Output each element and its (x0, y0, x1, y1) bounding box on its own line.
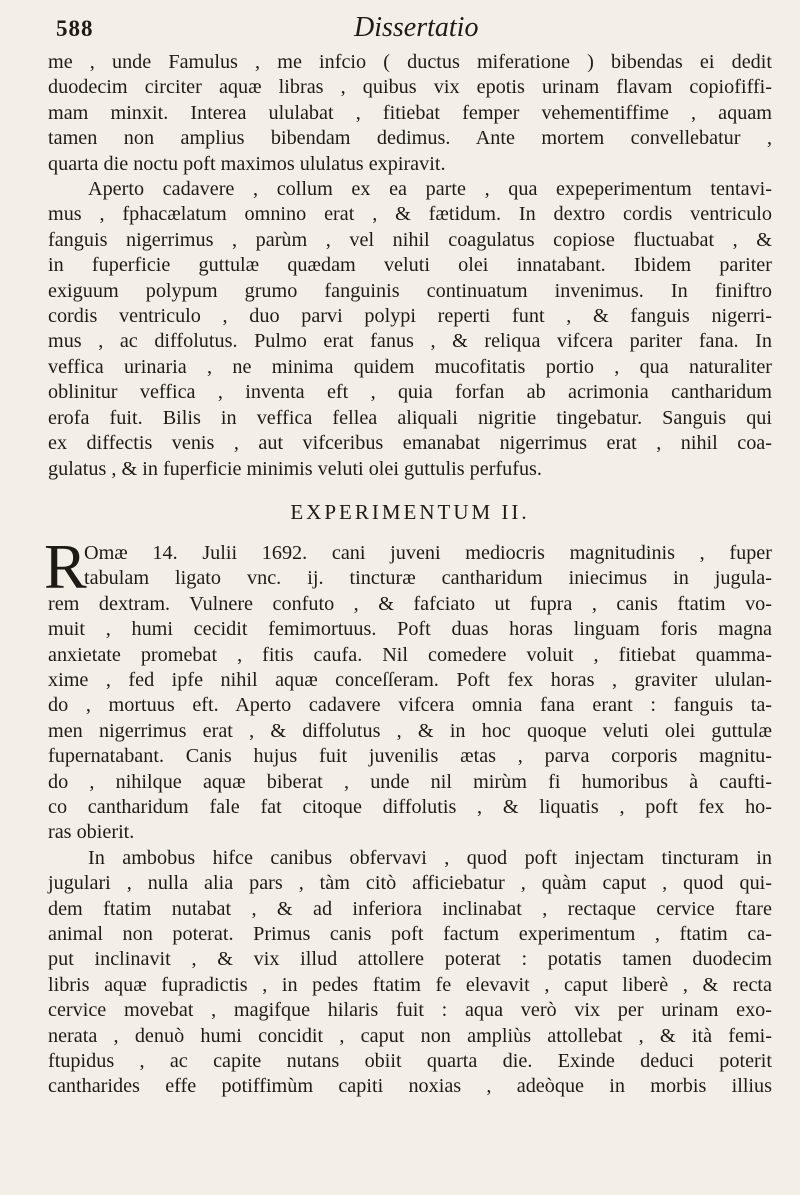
paragraph-observation (48, 846, 772, 1100)
text-line: mam minxit. Interea ululabat , fitiebat femper vehementiffime , aquam (48, 101, 772, 124)
page-number: 588 (56, 16, 94, 41)
text-line: muit , humi cecidit femimortuus. Poft duas horas linguam foris magna (48, 618, 772, 641)
text-line: erofa fuit. Bilis in veffica fellea aliquali nigritie tingebatur. Sanguis qui (48, 406, 772, 429)
text-line: fanguis nigerrimus , parùm , vel nihil coagulatus copiose fluctuabat , & (48, 228, 772, 251)
text-line: Omæ 14. Julii 1692. cani juveni mediocris magnitudinis , fuper (84, 541, 772, 564)
text-line: ex diffectis venis , aut vifceribus emanabat nigerrimus erat , nihil coa- (48, 432, 772, 455)
text-line: rem dextram. Vulnere confuto , & fafciato ut fupra , canis ftatim vo- (48, 592, 772, 615)
text-line: tamen non amplius bibendam dedimus. Ante mortem convellebatur , (48, 127, 772, 150)
text-line: veffica urinaria , ne minima quidem mucofitatis portio , qua naturaliter (48, 355, 772, 378)
text-line: oblinitur veffica , inventa eft , quia forfan ab acrimonia cantharidum (48, 381, 772, 404)
text-line: duodecim circiter aquæ libras , quibus vix epotis urinam flavam copiofiffi- (48, 76, 772, 99)
text-line: quarta die noctu poft maximos ululatus expiravit. (48, 152, 446, 175)
text-line: gulatus , & in fuperficie minimis veluti olei guttulis perfufus. (48, 457, 542, 480)
text-line: nerata , denuò humi concidit , caput non ampliùs attollebat , & ità femi- (48, 1024, 772, 1047)
drop-cap-block (44, 530, 772, 602)
text-line: mus , fphacælatum omnino erat , & fætidum. In dextro cordis ventriculo (48, 203, 772, 226)
text-line: tabulam ligato vnc. ij. tincturæ cantharidum iniecimus in jugula- (84, 567, 772, 590)
drop-cap: R (44, 530, 87, 602)
text-line: xime , fed ipfe nihil aquæ conceſſeram. Poft fex horas , graviter ululan- (48, 668, 772, 691)
paragraph-opening (48, 50, 772, 177)
text-line: anxietate promebat , fitis caufa. Nil comedere voluit , fitiebat quamma- (48, 643, 772, 666)
text-line: co cantharidum fale fat citoque diffolutis , & liquatis , poft fex ho- (48, 795, 772, 818)
paragraph-autopsy (48, 177, 772, 482)
text-line: do , nihilque aquæ biberat , unde nil mirùm fi humoribus à caufti- (48, 770, 772, 793)
text-line: cantharides effe potiffimùm capiti noxias , adeòque in morbis illius (48, 1075, 772, 1098)
text-line: ftupidus , ac capite nutans obiit quarta die. Exinde deduci poterit (48, 1050, 772, 1073)
text-line: animal non poterat. Primus canis poft factum experimentum , ftatim ca- (48, 923, 772, 945)
section-heading: EXPERIMENTUM II. (290, 499, 530, 524)
text-line: Aperto cadavere , collum ex ea parte , qua expeperimentum tentavi- (88, 178, 772, 201)
text-line: cordis ventriculo , duo parvi polypi reperti funt , & fanguis nigerri- (48, 305, 772, 328)
text-line: cervice movebat , magifque hilaris fuit : aqua verò vix per urinam exo- (48, 999, 772, 1022)
text-line: do , mortuus eft. Aperto cadavere vifcera omnia fana erant : fanguis ta- (48, 694, 772, 717)
text-line: me , unde Famulus , me infcio ( ductus miferatione ) bibendas ei dedit (48, 51, 772, 73)
text-line: In ambobus hifce canibus obfervavi , quod poft injectam tincturam in (88, 846, 772, 869)
paragraph-experiment (44, 530, 772, 846)
text-line: men nigerrimus erat , & diffolutus , & in hoc quoque veluti olei guttulæ (48, 719, 772, 742)
text-line: dem ftatim nutabat , & ad inferiora inclinabat , rectaque cervice ftare (48, 897, 772, 920)
text-line: jugulari , nulla alia pars , tàm citò afficiebatur , quàm caput , quod qui- (48, 872, 772, 895)
text-line: exiguum polypum grumo fanguinis continuatum invenimus. In finiftro (48, 279, 772, 302)
text-line: ras obierit. (48, 821, 135, 844)
page-header (48, 10, 772, 50)
text-line: libris aquæ fupradictis , in pedes ftatim fe elevavit , caput liberè , & recta (48, 973, 772, 996)
text-line: put inclinavit , & vix illud attollere poterat : potatis tamen duodecim (48, 948, 772, 971)
running-title: Dissertatio (354, 12, 479, 43)
text-line: mus , ac diffolutus. Pulmo erat fanus , & reliqua vifcera pariter fana. In (48, 330, 772, 353)
text-line: fupernatabant. Canis hujus fuit juvenilis ætas , parva corporis magnitu- (48, 745, 772, 768)
text-line: in fuperficie guttulæ quædam veluti olei innatabant. Ibidem pariter (48, 254, 772, 277)
